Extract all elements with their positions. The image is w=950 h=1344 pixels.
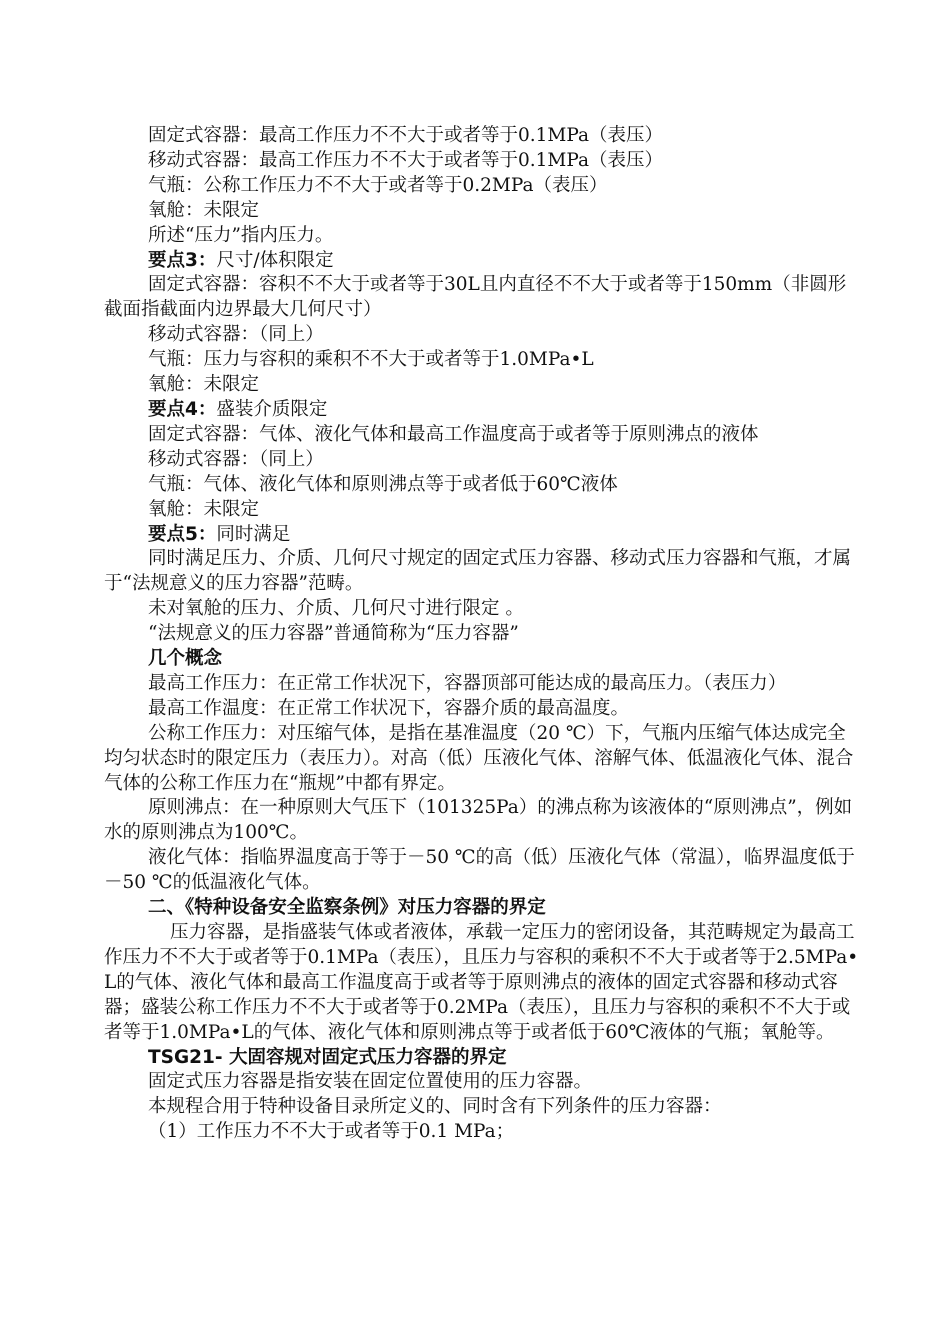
- paragraph: 气瓶：气体、液化气体和原则沸点等于或者低于60℃液体: [148, 473, 618, 495]
- paragraph: 压力容器，是指盛装气体或者液体，承载一定压力的密闭设备，其范畴规定为最高工作压力不不大于或者等于0.1MPa（表压），且压力与容积的乘积不不大于或者等于2.5MPa•L的气体、液化气体和最高工作温度高于或者等于原则沸点的液体的固定式容器和移动式容器；盛装公称工作压力不不大于或者等于0.2MPa（表压），且压力与容积的乘积不不大于或者等于1.0MPa•L的气体、液化气体和原则沸点等于或者低于60℃液体的气瓶；氧舱等。: [104, 922, 859, 1043]
- paragraph: 移动式容器：（同上）: [148, 448, 324, 470]
- section-heading-tsg21: TSG21- 大固容规对固定式压力容器的界定: [148, 1046, 507, 1068]
- paragraph: 氧舱：未限定: [148, 199, 260, 221]
- paragraph: 公称工作压力：对压缩气体，是指在基准温度（20 ℃）下，气瓶内压缩气体达成完全均匀状态时的限定压力（表压力）。对高（低）压液化气体、溶解气体、低温液化气体、混合气体的公称工作压力在“瓶规”中都有界定。: [104, 722, 854, 794]
- section-point-4: 要点4：盛装介质限定: [148, 398, 328, 420]
- paragraph: 固定式压力容器是指安装在固定位置使用的压力容器。: [148, 1071, 593, 1093]
- paragraph: 氧舱：未限定: [148, 498, 260, 520]
- paragraph: 液化气体：指临界温度高于等于－50 ℃的高（低）压液化气体（常温），临界温度低于－50 ℃的低温液化气体。: [104, 847, 855, 894]
- paragraph: 原则沸点：在一种原则大气压下（101325Pa）的沸点称为该液体的“原则沸点”，例如水的原则沸点为100℃。: [104, 797, 853, 844]
- paragraph: 本规程合用于特种设备目录所定义的、同时含有下列条件的压力容器：: [148, 1096, 722, 1118]
- paragraph: 移动式容器：最高工作压力不不大于或者等于0.1MPa（表压）: [148, 149, 664, 171]
- point-label: 要点3：: [148, 249, 217, 271]
- section-point-3: 要点3：尺寸/体积限定: [148, 249, 334, 271]
- section-point-5: 要点5：同时满足: [148, 523, 291, 545]
- paragraph: 所述“压力”指内压力。: [148, 224, 334, 246]
- paragraph: 最高工作温度：在正常工作状况下，容器介质的最高温度。: [148, 697, 630, 719]
- paragraph: 固定式容器：最高工作压力不不大于或者等于0.1MPa（表压）: [148, 125, 664, 146]
- paragraph: “法规意义的压力容器”普通简称为“压力容器”: [148, 623, 519, 645]
- paragraph: 固定式容器：容积不不大于或者等于30L且内直径不不大于或者等于150mm（非圆形截面指截面内边界最大几何尺寸）: [104, 274, 847, 321]
- document-page: [104, 124, 864, 1145]
- paragraph: （1）工作压力不不大于或者等于0.1 MPa；: [148, 1121, 515, 1143]
- paragraph: 氧舱：未限定: [148, 374, 260, 396]
- paragraph: 移动式容器：（同上）: [148, 324, 324, 346]
- point-label: 要点5：: [148, 523, 217, 545]
- paragraph: 同时满足压力、介质、几何尺寸规定的固定式压力容器、移动式压力容器和气瓶，才属于“法规意义的压力容器”范畴。: [104, 548, 852, 595]
- section-heading-concepts: 几个概念: [148, 648, 223, 670]
- paragraph: 固定式容器：气体、液化气体和最高工作温度高于或者等于原则沸点的液体: [148, 423, 759, 445]
- paragraph: 未对氧舱的压力、介质、几何尺寸进行限定 。: [148, 598, 524, 620]
- paragraph: 最高工作压力：在正常工作状况下，容器顶部可能达成的最高压力。（表压力）: [148, 672, 787, 694]
- point-label: 要点4：: [148, 398, 217, 420]
- paragraph: 气瓶：公称工作压力不不大于或者等于0.2MPa（表压）: [148, 174, 608, 196]
- section-heading-regulation: 二、《特种设备安全监察条例》对压力容器的界定: [148, 897, 546, 919]
- paragraph: 气瓶：压力与容积的乘积不不大于或者等于1.0MPa•L: [148, 349, 594, 371]
